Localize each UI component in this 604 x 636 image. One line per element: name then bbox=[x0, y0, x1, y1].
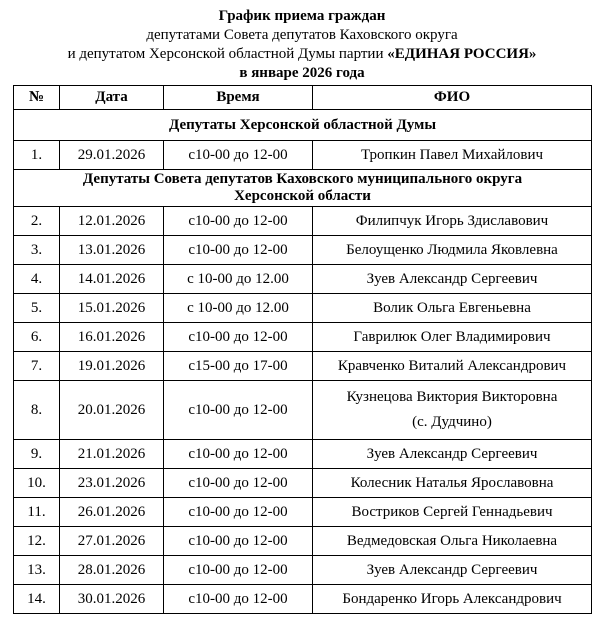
cell-date: 19.01.2026 bbox=[60, 352, 164, 381]
table-row bbox=[14, 265, 592, 294]
table-row bbox=[14, 585, 592, 614]
section-title-line-2: Херсонской области bbox=[234, 188, 371, 204]
cell-time: с10-00 до 12-00 bbox=[164, 556, 313, 585]
section-row-regional-duma bbox=[14, 110, 592, 141]
cell-fio: Кравченко Виталий Александрович bbox=[313, 352, 592, 381]
table-row bbox=[14, 440, 592, 469]
table-row bbox=[14, 527, 592, 556]
column-header-fio: ФИО bbox=[313, 86, 592, 110]
cell-time: с15-00 до 17-00 bbox=[164, 352, 313, 381]
cell-time: с 10-00 до 12.00 bbox=[164, 294, 313, 323]
table-header-row bbox=[14, 86, 592, 110]
cell-date: 27.01.2026 bbox=[60, 527, 164, 556]
cell-num: 13. bbox=[14, 556, 60, 585]
table-row bbox=[14, 498, 592, 527]
cell-fio: Колесник Наталья Ярославовна bbox=[313, 469, 592, 498]
cell-fio: Зуев Александр Сергеевич bbox=[313, 556, 592, 585]
cell-date: 21.01.2026 bbox=[60, 440, 164, 469]
cell-num: 8. bbox=[14, 381, 60, 440]
cell-fio: Волик Ольга Евгеньевна bbox=[313, 294, 592, 323]
cell-time: с10-00 до 12-00 bbox=[164, 527, 313, 556]
table-row bbox=[14, 294, 592, 323]
cell-fio: Гаврилюк Олег Владимирович bbox=[313, 323, 592, 352]
cell-fio: Тропкин Павел Михайлович bbox=[313, 141, 592, 170]
cell-fio: Зуев Александр Сергеевич bbox=[313, 265, 592, 294]
cell-date: 15.01.2026 bbox=[60, 294, 164, 323]
cell-time: с10-00 до 12-00 bbox=[164, 469, 313, 498]
period-title: в январе 2026 года bbox=[239, 65, 365, 81]
cell-fio: Востриков Сергей Геннадьевич bbox=[313, 498, 592, 527]
cell-time: с10-00 до 12-00 bbox=[164, 381, 313, 440]
cell-time: с10-00 до 12-00 bbox=[164, 585, 313, 614]
subtitle-line-1: депутатами Совета депутатов Каховского округа bbox=[146, 27, 458, 43]
cell-time: с10-00 до 12-00 bbox=[164, 141, 313, 170]
party-name: «ЕДИНАЯ РОССИЯ» bbox=[387, 46, 537, 62]
table-row bbox=[14, 141, 592, 170]
column-header-num: № bbox=[14, 86, 60, 110]
document-header bbox=[0, 7, 604, 83]
cell-num: 4. bbox=[14, 265, 60, 294]
section-row-municipal-council bbox=[14, 170, 592, 207]
schedule-table bbox=[13, 85, 592, 614]
cell-num: 6. bbox=[14, 323, 60, 352]
cell-num: 9. bbox=[14, 440, 60, 469]
cell-num: 14. bbox=[14, 585, 60, 614]
cell-time: с10-00 до 12-00 bbox=[164, 440, 313, 469]
cell-date: 30.01.2026 bbox=[60, 585, 164, 614]
table-row bbox=[14, 236, 592, 265]
cell-date: 23.01.2026 bbox=[60, 469, 164, 498]
document-title: График приема граждан bbox=[218, 8, 386, 24]
fio-name: Кузнецова Виктория Викторовна bbox=[346, 389, 558, 405]
cell-time: с 10-00 до 12.00 bbox=[164, 265, 313, 294]
cell-num: 1. bbox=[14, 141, 60, 170]
cell-date: 20.01.2026 bbox=[60, 381, 164, 440]
cell-num: 5. bbox=[14, 294, 60, 323]
cell-num: 11. bbox=[14, 498, 60, 527]
column-header-time: Время bbox=[164, 86, 313, 110]
table-row bbox=[14, 352, 592, 381]
cell-date: 13.01.2026 bbox=[60, 236, 164, 265]
cell-num: 2. bbox=[14, 207, 60, 236]
table-row bbox=[14, 207, 592, 236]
cell-date: 16.01.2026 bbox=[60, 323, 164, 352]
section-title-line-1: Депутаты Совета депутатов Каховского муниципального округа bbox=[82, 171, 523, 187]
table-row bbox=[14, 323, 592, 352]
cell-fio: Ведмедовская Ольга Николаевна bbox=[313, 527, 592, 556]
section-title-regional-duma: Депутаты Херсонской областной Думы bbox=[14, 110, 592, 141]
cell-date: 29.01.2026 bbox=[60, 141, 164, 170]
column-header-date: Дата bbox=[60, 86, 164, 110]
fio-location-note: (с. Дудчино) bbox=[412, 414, 492, 430]
cell-time: с10-00 до 12-00 bbox=[164, 207, 313, 236]
cell-date: 14.01.2026 bbox=[60, 265, 164, 294]
section-title-municipal-council bbox=[14, 170, 592, 207]
cell-fio: Зуев Александр Сергеевич bbox=[313, 440, 592, 469]
cell-time: с10-00 до 12-00 bbox=[164, 236, 313, 265]
cell-date: 12.01.2026 bbox=[60, 207, 164, 236]
cell-fio: Бондаренко Игорь Александрович bbox=[313, 585, 592, 614]
cell-time: с10-00 до 12-00 bbox=[164, 498, 313, 527]
table-row bbox=[14, 556, 592, 585]
cell-num: 7. bbox=[14, 352, 60, 381]
table-row bbox=[14, 469, 592, 498]
table-row bbox=[14, 381, 592, 440]
cell-time: с10-00 до 12-00 bbox=[164, 323, 313, 352]
cell-num: 10. bbox=[14, 469, 60, 498]
cell-num: 3. bbox=[14, 236, 60, 265]
cell-num: 12. bbox=[14, 527, 60, 556]
cell-fio bbox=[313, 381, 592, 440]
cell-date: 28.01.2026 bbox=[60, 556, 164, 585]
cell-fio: Белоущенко Людмила Яковлевна bbox=[313, 236, 592, 265]
subtitle-line-2-text: и депутатом Херсонской областной Думы партии bbox=[67, 46, 388, 62]
subtitle-line-2 bbox=[0, 45, 604, 64]
cell-date: 26.01.2026 bbox=[60, 498, 164, 527]
cell-fio: Филипчук Игорь Здиславович bbox=[313, 207, 592, 236]
